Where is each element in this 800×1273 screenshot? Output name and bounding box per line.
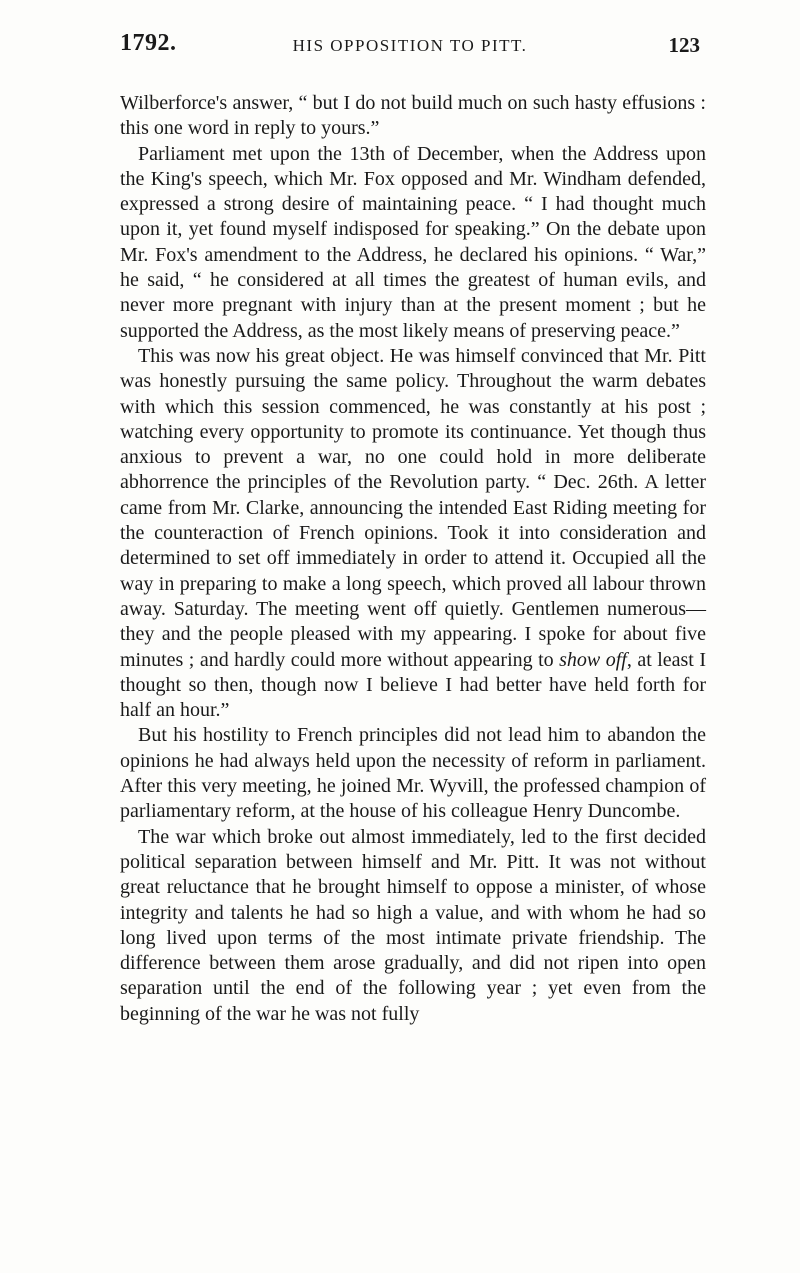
running-header xyxy=(120,30,700,66)
paragraph xyxy=(120,344,706,723)
paragraph-text: This was now his great object. He was himself convinced that Mr. Pitt was honestly pursuing the same policy. Throughout the warm debates with which this session commenced, he was constantly at his post ; watching every opportunity to promote its continuance. Yet though thus anxious to prevent a war, no one could hold in more deliberate abhorrence the principles of the Revolution party. “ Dec. 26th. A letter came from Mr. Clarke, announcing the intended East Riding meeting for the counteraction of French opinions. Took it into consideration and determined to set off immediately in order to attend it. Occupied all the way in preparing to make a long speech, which proved all labour thrown away. Saturday. The meeting went off quietly. Gentlemen numerous—they and the people pleased with my appearing. I spoke for about five minutes ; and hardly could more without appearing to xyxy=(120,344,706,671)
paragraph: Wilberforce's answer, “ but I do not build much on such hasty effusions : this one word in reply to yours.” xyxy=(120,92,706,140)
paragraph: But his hostility to French principles did not lead him to abandon the opinions he had always held upon the necessity of reform in parliament. After this very meeting, he joined Mr. Wyvill, the professed champion of parliamentary reform, at the house of his colleague Henry Duncombe. xyxy=(120,724,706,823)
paragraph: The war which broke out almost immediately, led to the first decided political separation between himself and Mr. Pitt. It was not without great reluctance that he brought himself to oppose a minister, of whose integrity and talents he had so high a value, and with whom he had so long lived upon terms of the most intimate private friendship. The difference between them arose gradually, and did not ripen into open separation until the end of the following year ; yet even from the beginning of the war he was not fully xyxy=(120,825,706,1025)
paragraph: Parliament met upon the 13th of December, when the Address upon the King's speech, which Mr. Fox opposed and Mr. Windham defended, expressed a strong desire of maintaining peace. “ I had thought much upon it, yet found myself indisposed for speaking.” On the debate upon Mr. Fox's amendment to the Address, he declared his opinions. “ War,” he said, “ he considered at all times the greatest of human evils, and never more pregnant with injury than at the present moment ; but he supported the Address, as the most likely means of preserving peace.” xyxy=(120,142,706,342)
header-year: 1792. xyxy=(120,30,177,56)
running-title: HIS OPPOSITION TO PITT. xyxy=(292,36,528,55)
page-number: 123 xyxy=(668,33,700,57)
italic-phrase: show off xyxy=(559,648,627,671)
body-text xyxy=(120,91,706,1027)
paragraph-text-continued: , at least I thought so then, though now I believe I had better have held forth for half an hour.” xyxy=(120,648,706,722)
